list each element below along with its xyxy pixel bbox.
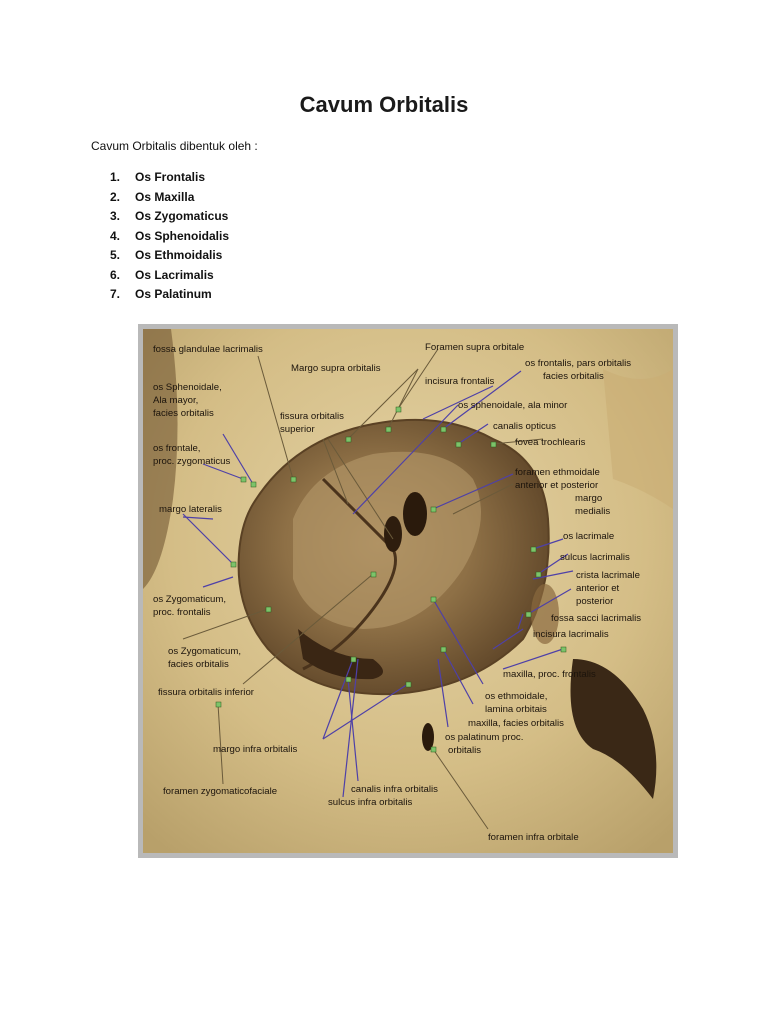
label-canalis-opticus: canalis opticus [493, 421, 556, 432]
label-os-sphen-minor: os sphenoidale, ala minor [458, 400, 568, 411]
label-crista-1: crista lacrimale [576, 570, 640, 581]
label-incisura-lacrimalis: incisura lacrimalis [533, 629, 609, 640]
label-os-frontalis-pars-1: os frontalis, pars orbitalis [525, 358, 632, 369]
label-os-sphen-ala-3: facies orbitalis [153, 408, 214, 419]
list-number: 1. [110, 170, 121, 184]
superior-fissure-hole [384, 516, 402, 552]
label-crista-3: posterior [576, 596, 614, 607]
bone-list [110, 170, 229, 307]
label-fossa-glandulae: fossa glandulae lacrimalis [153, 344, 263, 355]
intro-text: Cavum Orbitalis dibentuk oleh : [91, 139, 258, 153]
list-item [110, 229, 229, 249]
list-item-label: Os Sphenoidalis [135, 228, 230, 243]
label-fissura-inf: fissura orbitalis inferior [158, 687, 254, 698]
label-os-palat-2: orbitalis [448, 745, 482, 756]
label-sulcus-infra: sulcus infra orbitalis [328, 797, 413, 808]
orbit-illustration [143, 329, 673, 853]
label-os-zyg-front-1: os Zygomaticum, [153, 594, 227, 605]
label-foramen-supra: Foramen supra orbitale [425, 342, 525, 353]
list-item [110, 287, 229, 307]
label-os-frontalis-pars-2: facies orbitalis [543, 371, 604, 382]
list-number: 2. [110, 189, 121, 204]
orbit-anatomy-figure [138, 324, 678, 858]
label-os-ethm-1: os ethmoidale, [485, 691, 548, 702]
label-foramen-infra: foramen infra orbitale [488, 832, 579, 843]
page-title: Cavum Orbitalis [299, 92, 469, 117]
label-fissura-sup-2: superior [280, 424, 315, 435]
label-crista-2: anterior et [576, 583, 620, 594]
list-number: 6. [110, 267, 121, 282]
label-canalis-infra: canalis infra orbitalis [351, 784, 438, 795]
label-os-palat-1: os palatinum proc. [445, 732, 524, 743]
label-fovea-trochlearis: fovea trochlearis [515, 437, 586, 448]
label-foramen-zyg: foramen zygomaticofaciale [163, 786, 278, 797]
label-margo-medialis-1: margo [575, 493, 603, 504]
label-os-sphen-ala-2: Ala mayor, [153, 395, 199, 406]
list-number: 5. [110, 248, 121, 262]
list-item [110, 190, 229, 210]
list-item-label: Os Palatinum [135, 287, 212, 301]
label-fossa-sacci: fossa sacci lacrimalis [551, 613, 642, 624]
label-foramen-ethm-2: anterior et posterior [515, 480, 599, 491]
list-item-label: Os Lacrimalis [135, 267, 214, 282]
list-item [110, 248, 229, 268]
label-margo-infra: margo infra orbitalis [213, 744, 298, 755]
label-os-zyg-front-2: proc. frontalis [153, 607, 211, 618]
label-os-zyg-fac-1: os Zygomaticum, [168, 646, 242, 657]
list-number: 7. [110, 287, 121, 301]
label-sulcus-lacrimalis: sulcus lacrimalis [560, 552, 630, 563]
list-item-label: Os Maxilla [135, 189, 195, 204]
label-os-frontale-proc-1: os frontale, [153, 443, 201, 454]
list-item-label: Os Frontalis [135, 170, 206, 184]
label-margo-lateralis: margo lateralis [159, 504, 222, 515]
label-margo-supra: Margo supra orbitalis [291, 363, 381, 374]
list-item [110, 268, 229, 288]
list-number: 4. [110, 228, 121, 243]
label-fissura-sup-1: fissura orbitalis [280, 411, 344, 422]
label-os-sphen-ala-1: os Sphenoidale, [153, 382, 222, 393]
label-os-frontale-proc-2: proc. zygomaticus [153, 456, 231, 467]
label-os-ethm-2: lamina orbitais [485, 704, 547, 715]
label-margo-medialis-2: medialis [575, 506, 611, 517]
list-item-label: Os Ethmoidalis [135, 248, 223, 262]
label-incisura-frontalis: incisura frontalis [425, 376, 495, 387]
optic-canal [403, 492, 427, 536]
label-foramen-ethm-1: foramen ethmoidale [515, 467, 600, 478]
label-os-zyg-fac-2: facies orbitalis [168, 659, 229, 670]
label-maxilla-fac: maxilla, facies orbitalis [468, 718, 564, 729]
list-item [110, 170, 229, 190]
list-item [110, 209, 229, 229]
label-os-lacrimale: os lacrimale [563, 531, 615, 542]
list-number: 3. [110, 209, 121, 223]
list-item-label: Os Zygomaticus [135, 209, 229, 223]
label-maxilla-proc: maxilla, proc. frontalis [503, 669, 596, 680]
